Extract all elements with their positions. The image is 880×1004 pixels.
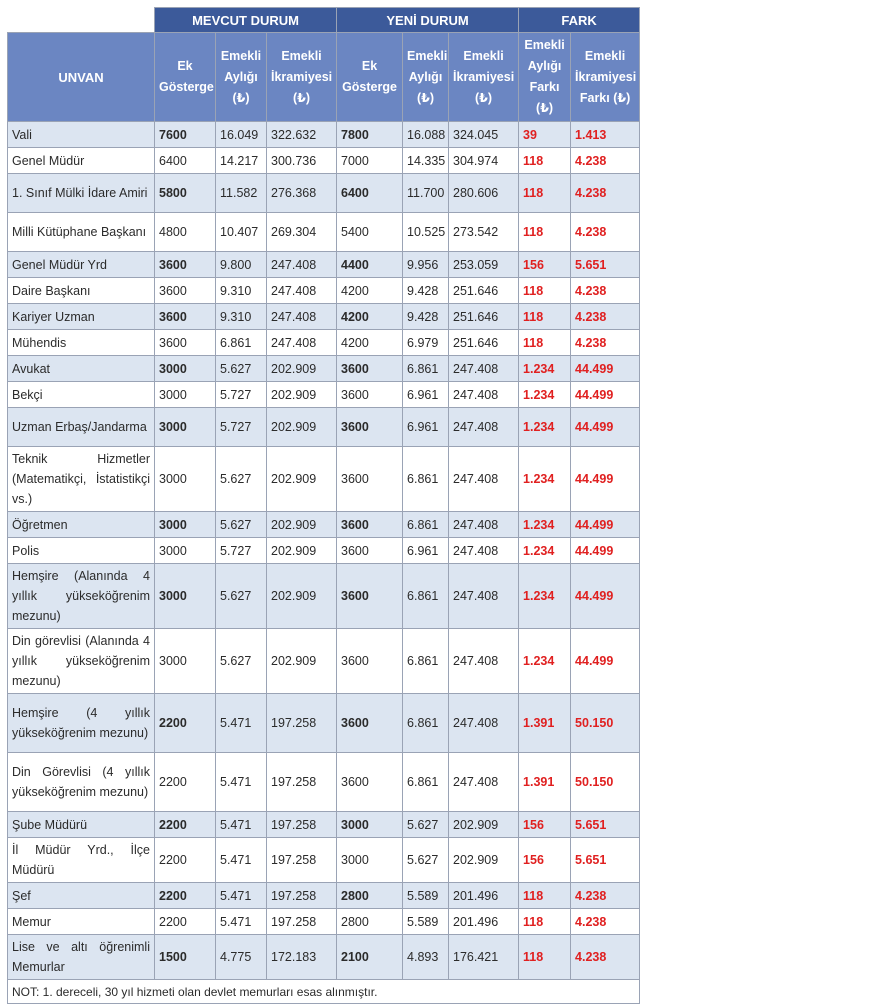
current-emekli-ikramiyesi: 247.408 [267,330,337,356]
current-emekli-ikramiyesi: 197.258 [267,838,337,883]
new-ek-gosterge: 4200 [337,278,403,304]
row-title: Polis [8,538,155,564]
current-ek-gosterge: 3600 [155,278,216,304]
header-cur-ek-gosterge: Ek Gösterge [155,33,216,122]
current-emekli-ayligi: 5.471 [216,753,267,812]
current-emekli-ikramiyesi: 172.183 [267,935,337,980]
current-emekli-ikramiyesi: 322.632 [267,122,337,148]
current-emekli-ikramiyesi: 202.909 [267,408,337,447]
ayligi-farki: 39 [519,122,571,148]
new-ek-gosterge: 7000 [337,148,403,174]
new-emekli-ayligi: 5.627 [403,838,449,883]
current-emekli-ikramiyesi: 247.408 [267,304,337,330]
ayligi-farki: 1.234 [519,564,571,629]
new-ek-gosterge: 3600 [337,694,403,753]
header-column-row [8,33,640,122]
new-emekli-ayligi: 6.979 [403,330,449,356]
new-emekli-ikramiyesi: 176.421 [449,935,519,980]
table-row [8,330,640,356]
ikramiyesi-farki: 5.651 [571,838,640,883]
new-emekli-ikramiyesi: 247.408 [449,538,519,564]
current-emekli-ikramiyesi: 269.304 [267,213,337,252]
ikramiyesi-farki: 44.499 [571,629,640,694]
current-ek-gosterge: 3000 [155,538,216,564]
row-title: İl Müdür Yrd., İlçe Müdürü [8,838,155,883]
new-ek-gosterge: 3600 [337,538,403,564]
new-ek-gosterge: 2100 [337,935,403,980]
current-emekli-ayligi: 5.627 [216,447,267,512]
ayligi-farki: 118 [519,174,571,213]
new-emekli-ayligi: 5.627 [403,812,449,838]
current-emekli-ayligi: 4.775 [216,935,267,980]
table-row [8,512,640,538]
new-emekli-ayligi: 5.589 [403,909,449,935]
table-body [8,122,640,980]
current-emekli-ayligi: 5.471 [216,838,267,883]
ikramiyesi-farki: 1.413 [571,122,640,148]
ikramiyesi-farki: 50.150 [571,694,640,753]
current-ek-gosterge: 3000 [155,512,216,538]
ikramiyesi-farki: 4.238 [571,148,640,174]
new-ek-gosterge: 3600 [337,512,403,538]
current-ek-gosterge: 2200 [155,694,216,753]
new-emekli-ikramiyesi: 304.974 [449,148,519,174]
new-emekli-ayligi: 5.589 [403,883,449,909]
row-title: Şube Müdürü [8,812,155,838]
new-emekli-ikramiyesi: 247.408 [449,564,519,629]
new-emekli-ikramiyesi: 202.909 [449,838,519,883]
new-emekli-ikramiyesi: 251.646 [449,304,519,330]
current-ek-gosterge: 3000 [155,382,216,408]
new-emekli-ayligi: 6.861 [403,753,449,812]
row-title: Teknik Hizmetler (Matematikçi, İstatistikçi vs.) [8,447,155,512]
row-title: Mühendis [8,330,155,356]
ikramiyesi-farki: 44.499 [571,538,640,564]
current-ek-gosterge: 2200 [155,883,216,909]
new-ek-gosterge: 3600 [337,447,403,512]
table-row [8,356,640,382]
new-emekli-ikramiyesi: 253.059 [449,252,519,278]
row-title: Uzman Erbaş/Jandarma [8,408,155,447]
current-emekli-ayligi: 5.727 [216,408,267,447]
ikramiyesi-farki: 44.499 [571,408,640,447]
current-emekli-ayligi: 9.310 [216,304,267,330]
current-emekli-ayligi: 5.471 [216,883,267,909]
new-emekli-ikramiyesi: 201.496 [449,909,519,935]
new-ek-gosterge: 3000 [337,838,403,883]
current-emekli-ayligi: 9.800 [216,252,267,278]
row-title: Daire Başkanı [8,278,155,304]
row-title: Kariyer Uzman [8,304,155,330]
ayligi-farki: 1.234 [519,629,571,694]
current-emekli-ikramiyesi: 197.258 [267,694,337,753]
new-ek-gosterge: 3600 [337,382,403,408]
ayligi-farki: 118 [519,330,571,356]
new-ek-gosterge: 4200 [337,304,403,330]
row-title: Lise ve altı öğrenimli Memurlar [8,935,155,980]
current-ek-gosterge: 3600 [155,304,216,330]
new-emekli-ikramiyesi: 251.646 [449,278,519,304]
header-unvan: UNVAN [8,33,155,122]
new-emekli-ayligi: 9.428 [403,304,449,330]
ayligi-farki: 1.234 [519,512,571,538]
current-emekli-ayligi: 5.627 [216,512,267,538]
current-emekli-ayligi: 5.627 [216,629,267,694]
new-emekli-ikramiyesi: 247.408 [449,382,519,408]
new-emekli-ayligi: 9.428 [403,278,449,304]
new-emekli-ayligi: 16.088 [403,122,449,148]
current-ek-gosterge: 6400 [155,148,216,174]
new-ek-gosterge: 3600 [337,753,403,812]
header-cur-emekli-ikramiyesi: Emekli İkramiyesi (₺) [267,33,337,122]
table-header [8,8,640,122]
ayligi-farki: 118 [519,909,571,935]
table-row [8,252,640,278]
current-emekli-ikramiyesi: 276.368 [267,174,337,213]
current-ek-gosterge: 3000 [155,629,216,694]
current-ek-gosterge: 2200 [155,838,216,883]
footnote: NOT: 1. dereceli, 30 yıl hizmeti olan devlet memurları esas alınmıştır. [8,980,640,1004]
table-row [8,694,640,753]
table-row [8,213,640,252]
ayligi-farki: 118 [519,935,571,980]
current-emekli-ikramiyesi: 202.909 [267,447,337,512]
row-title: Milli Kütüphane Başkanı [8,213,155,252]
current-emekli-ikramiyesi: 202.909 [267,356,337,382]
new-emekli-ikramiyesi: 251.646 [449,330,519,356]
new-ek-gosterge: 2800 [337,909,403,935]
table-row [8,629,640,694]
current-emekli-ayligi: 5.627 [216,564,267,629]
current-ek-gosterge: 3600 [155,330,216,356]
header-group-row [8,8,640,33]
header-new-emekli-ayligi: Emekli Aylığı (₺) [403,33,449,122]
table-row [8,838,640,883]
new-ek-gosterge: 7800 [337,122,403,148]
row-title: Hemşire (Alanında 4 yıllık yükseköğrenim mezunu) [8,564,155,629]
current-emekli-ayligi: 14.217 [216,148,267,174]
row-title: Vali [8,122,155,148]
current-ek-gosterge: 2200 [155,909,216,935]
ayligi-farki: 156 [519,252,571,278]
ayligi-farki: 1.391 [519,694,571,753]
current-emekli-ayligi: 9.310 [216,278,267,304]
table-row [8,278,640,304]
current-emekli-ikramiyesi: 247.408 [267,278,337,304]
ikramiyesi-farki: 44.499 [571,564,640,629]
current-emekli-ikramiyesi: 247.408 [267,252,337,278]
new-emekli-ayligi: 6.861 [403,629,449,694]
ikramiyesi-farki: 44.499 [571,512,640,538]
current-ek-gosterge: 2200 [155,753,216,812]
current-ek-gosterge: 3000 [155,564,216,629]
table-row [8,174,640,213]
ikramiyesi-farki: 50.150 [571,753,640,812]
table-row [8,122,640,148]
current-emekli-ayligi: 5.727 [216,382,267,408]
current-emekli-ayligi: 5.627 [216,356,267,382]
current-emekli-ayligi: 6.861 [216,330,267,356]
ayligi-farki: 118 [519,883,571,909]
ayligi-farki: 1.234 [519,356,571,382]
current-emekli-ikramiyesi: 197.258 [267,812,337,838]
current-emekli-ikramiyesi: 202.909 [267,564,337,629]
ayligi-farki: 1.234 [519,447,571,512]
new-ek-gosterge: 4400 [337,252,403,278]
new-ek-gosterge: 3600 [337,629,403,694]
ikramiyesi-farki: 4.238 [571,278,640,304]
new-emekli-ikramiyesi: 247.408 [449,694,519,753]
current-emekli-ikramiyesi: 300.736 [267,148,337,174]
new-ek-gosterge: 2800 [337,883,403,909]
new-emekli-ikramiyesi: 202.909 [449,812,519,838]
row-title: Din görevlisi (Alanında 4 yıllık yükseköğrenim mezunu) [8,629,155,694]
new-emekli-ayligi: 6.861 [403,694,449,753]
ayligi-farki: 118 [519,278,571,304]
new-emekli-ayligi: 6.961 [403,382,449,408]
ikramiyesi-farki: 5.651 [571,812,640,838]
new-emekli-ikramiyesi: 324.045 [449,122,519,148]
new-emekli-ayligi: 11.700 [403,174,449,213]
note-row [8,980,640,1004]
ayligi-farki: 1.391 [519,753,571,812]
table-row [8,564,640,629]
ikramiyesi-farki: 4.238 [571,330,640,356]
new-emekli-ikramiyesi: 247.408 [449,408,519,447]
header-current-status: MEVCUT DURUM [155,8,337,33]
ikramiyesi-farki: 5.651 [571,252,640,278]
header-new-emekli-ikramiyesi: Emekli İkramiyesi (₺) [449,33,519,122]
row-title: 1. Sınıf Mülki İdare Amiri [8,174,155,213]
new-ek-gosterge: 6400 [337,174,403,213]
row-title: Genel Müdür Yrd [8,252,155,278]
new-ek-gosterge: 5400 [337,213,403,252]
new-emekli-ayligi: 9.956 [403,252,449,278]
current-ek-gosterge: 2200 [155,812,216,838]
current-ek-gosterge: 3000 [155,408,216,447]
ikramiyesi-farki: 44.499 [571,382,640,408]
current-ek-gosterge: 3600 [155,252,216,278]
new-emekli-ikramiyesi: 247.408 [449,629,519,694]
header-cur-emekli-ayligi: Emekli Aylığı (₺) [216,33,267,122]
ikramiyesi-farki: 4.238 [571,174,640,213]
ikramiyesi-farki: 4.238 [571,909,640,935]
table-row [8,408,640,447]
current-emekli-ayligi: 10.407 [216,213,267,252]
new-emekli-ikramiyesi: 273.542 [449,213,519,252]
current-emekli-ayligi: 5.727 [216,538,267,564]
ayligi-farki: 118 [519,148,571,174]
new-emekli-ikramiyesi: 280.606 [449,174,519,213]
new-emekli-ayligi: 6.861 [403,564,449,629]
new-emekli-ayligi: 6.861 [403,447,449,512]
new-emekli-ayligi: 6.861 [403,356,449,382]
new-emekli-ikramiyesi: 247.408 [449,512,519,538]
new-ek-gosterge: 3000 [337,812,403,838]
current-ek-gosterge: 1500 [155,935,216,980]
current-ek-gosterge: 7600 [155,122,216,148]
new-emekli-ikramiyesi: 201.496 [449,883,519,909]
current-emekli-ayligi: 16.049 [216,122,267,148]
row-title: Hemşire (4 yıllık yükseköğrenim mezunu) [8,694,155,753]
new-emekli-ayligi: 4.893 [403,935,449,980]
row-title: Bekçi [8,382,155,408]
header-difference: FARK [519,8,640,33]
table-row [8,304,640,330]
current-ek-gosterge: 4800 [155,213,216,252]
row-title: Avukat [8,356,155,382]
new-emekli-ayligi: 10.525 [403,213,449,252]
new-ek-gosterge: 3600 [337,356,403,382]
header-new-ek-gosterge: Ek Gösterge [337,33,403,122]
table-row [8,753,640,812]
new-emekli-ikramiyesi: 247.408 [449,753,519,812]
header-ikramiyesi-farki: Emekli İkramiyesi Farkı (₺) [571,33,640,122]
header-ayligi-farki: Emekli Aylığı Farkı (₺) [519,33,571,122]
ayligi-farki: 118 [519,213,571,252]
current-emekli-ikramiyesi: 202.909 [267,382,337,408]
current-emekli-ayligi: 5.471 [216,812,267,838]
ayligi-farki: 1.234 [519,538,571,564]
row-title: Şef [8,883,155,909]
ayligi-farki: 1.234 [519,408,571,447]
table-row [8,538,640,564]
row-title: Öğretmen [8,512,155,538]
ikramiyesi-farki: 4.238 [571,935,640,980]
current-ek-gosterge: 3000 [155,447,216,512]
ayligi-farki: 118 [519,304,571,330]
header-new-status: YENİ DURUM [337,8,519,33]
ayligi-farki: 156 [519,812,571,838]
new-emekli-ikramiyesi: 247.408 [449,356,519,382]
current-ek-gosterge: 3000 [155,356,216,382]
new-emekli-ayligi: 6.961 [403,538,449,564]
ayligi-farki: 156 [519,838,571,883]
row-title: Memur [8,909,155,935]
header-corner [8,8,155,33]
table-row [8,382,640,408]
current-emekli-ikramiyesi: 202.909 [267,538,337,564]
current-emekli-ayligi: 5.471 [216,909,267,935]
table-row [8,883,640,909]
row-title: Din Görevlisi (4 yıllık yükseköğrenim mezunu) [8,753,155,812]
new-ek-gosterge: 3600 [337,408,403,447]
new-emekli-ayligi: 6.861 [403,512,449,538]
table-row [8,447,640,512]
ikramiyesi-farki: 44.499 [571,447,640,512]
current-emekli-ikramiyesi: 202.909 [267,629,337,694]
current-emekli-ayligi: 5.471 [216,694,267,753]
new-emekli-ikramiyesi: 247.408 [449,447,519,512]
row-title: Genel Müdür [8,148,155,174]
current-emekli-ayligi: 11.582 [216,174,267,213]
ayligi-farki: 1.234 [519,382,571,408]
current-emekli-ikramiyesi: 197.258 [267,883,337,909]
table-row [8,148,640,174]
new-ek-gosterge: 3600 [337,564,403,629]
pension-comparison-table [7,7,640,1004]
current-emekli-ikramiyesi: 197.258 [267,909,337,935]
current-ek-gosterge: 5800 [155,174,216,213]
table-row [8,812,640,838]
ikramiyesi-farki: 4.238 [571,304,640,330]
new-ek-gosterge: 4200 [337,330,403,356]
current-emekli-ikramiyesi: 197.258 [267,753,337,812]
table-row [8,909,640,935]
ikramiyesi-farki: 44.499 [571,356,640,382]
ikramiyesi-farki: 4.238 [571,883,640,909]
new-emekli-ayligi: 14.335 [403,148,449,174]
table-row [8,935,640,980]
current-emekli-ikramiyesi: 202.909 [267,512,337,538]
ikramiyesi-farki: 4.238 [571,213,640,252]
new-emekli-ayligi: 6.961 [403,408,449,447]
